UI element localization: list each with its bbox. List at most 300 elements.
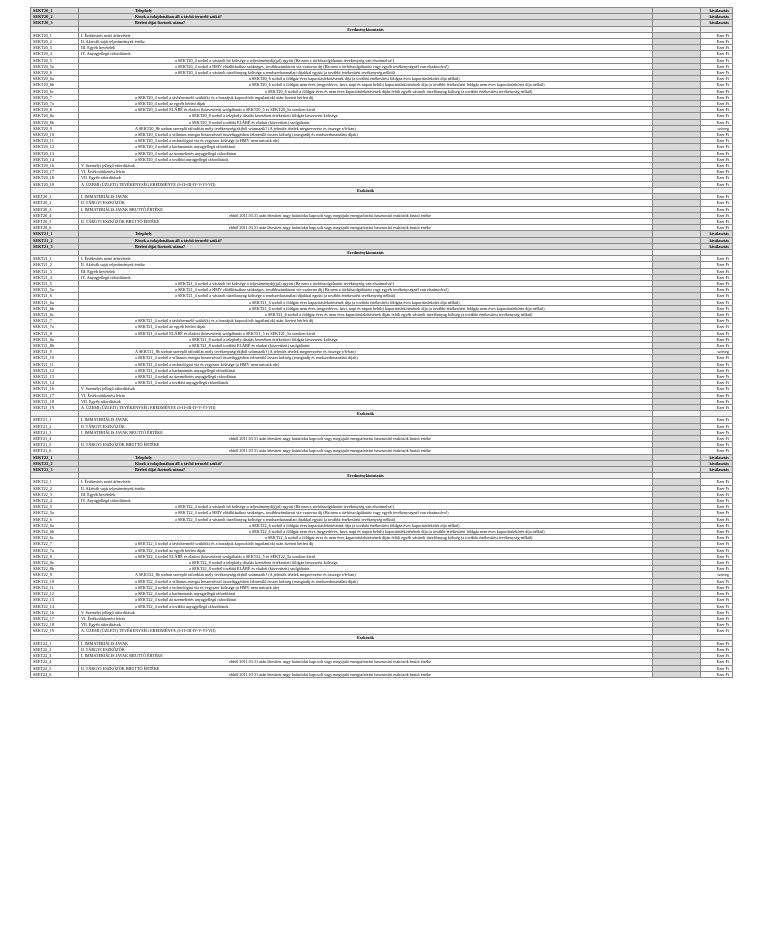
unit-label: Ezer Ft [701, 665, 733, 671]
row-code: SEKT20_8b [31, 119, 79, 125]
unit-label: Ezer Ft [701, 163, 733, 169]
row-label: III. Egyéb bevételek [79, 268, 653, 274]
row-code: SEKT22_2 [31, 485, 79, 491]
unit-label: Ezer Ft [701, 169, 733, 175]
row-label: A SEKT22_8b sorban szereplő ráfordítás mely tevékenység(ek)ből származik? (A jelentős tételek megnevezése és összege e/b-ban) [79, 572, 653, 578]
unit-label: Ezer Ft [701, 436, 733, 442]
row-label: a SEKT20_4 sorból a távhőtermelő szükő(k) és a hozzájuk kapcsolódó ingatlan(ok) után fizetett bérleti díj [79, 94, 653, 100]
row-label: V. Személyi jellegű ráfordítások [79, 609, 653, 615]
row-label: ebből 2011.03.31 után létesített nagy hatásfokú kapcsolt vagy megújuló energiaforrást hasznosító eszközök bruttó értéke [79, 436, 653, 442]
unit-label: Ezer Ft [701, 522, 733, 528]
unit-label: Ezer Ft [701, 311, 733, 317]
row-code: SEKT20_3 [31, 45, 79, 51]
row-label: II. Aktivált saját teljesítmények értéke [79, 485, 653, 491]
unit-label: Ezer Ft [701, 132, 733, 138]
row-code: SEKT20_9 [31, 125, 79, 131]
row-label: II. TÁRGYI ESZKÖZÖK [79, 646, 653, 652]
unit-label: Ezer Ft [701, 299, 733, 305]
row-label: A SEKT20_8b sorban szereplő ráfordítás mely tevékenység(ek)ből származik? (A jelentős tételek megnevezése és összege e/b-ban) [79, 125, 653, 131]
row-label: Eszközök [79, 634, 653, 640]
row-label: a SEKT22_6 sorból a földgáz éves kapacitáslekötésének díja (a további értékesítési földgáz éves kapacitáslekötés díja nélkül) [79, 522, 653, 528]
row-code: SEKT21_13 [31, 373, 79, 379]
unit-label: Ezer Ft [701, 398, 733, 404]
row-label: a SEKT22_8 sorból további ELÁBÉ és eladott (közvetített) szolgáltatás [79, 566, 653, 572]
unit-label: Ezer Ft [701, 628, 733, 634]
unit-label: Ezer Ft [701, 367, 733, 373]
row-label: a SEKT21_6 sorból a földgáz éves kapacitáslekötésének díja (a további értékesítési földgáz éves kapacitáslekötés díja nélkül) [79, 299, 653, 305]
row-label: II. TÁRGYI ESZKÖZÖK [79, 423, 653, 429]
row-code: SEET21_1 [31, 417, 79, 423]
unit-label: kiválasztás [701, 467, 733, 473]
row-code: SEKT22_8b [31, 566, 79, 572]
row-label: a SEKT21_4 sorból a HMV előállításához szükséges, továbbszámlázott víz-csatorna díj (Ha nem a távhőszolgáltatási vagy egyéb tevékenységnél van elszámolva!) [79, 287, 653, 293]
row-label: ebből 2011.03.31 után létesített nagy hatásfokú kapcsolt vagy megújuló energiaforrást hasznosító eszközök bruttó értéke [79, 448, 653, 454]
row-label: a SEKT22_4 sorból az egyéb bérleti díjak [79, 547, 653, 553]
row-label: ebből 2011.03.31 után létesített nagy hatásfokú kapcsolt vagy megújuló energiaforrást hasznosító eszközök bruttó értéke [79, 659, 653, 665]
unit-label: Ezer Ft [701, 262, 733, 268]
unit-label: Ezer Ft [701, 448, 733, 454]
row-code: SEKT20_12 [31, 144, 79, 150]
row-code: SEKT22_4 [31, 498, 79, 504]
row-label: a SEKT22_4 sorból a vásárolt hő költsége a teljesítménydíj(jal) együtt (Ha nem a távhőszolgáltatási tevékenység van elszámolva!) [79, 504, 653, 510]
unit-label: Ezer Ft [701, 659, 733, 665]
unit-label: Ezer Ft [701, 318, 733, 324]
row-label: III. Egyéb bevételek [79, 45, 653, 51]
row-code: SEKT22_17 [31, 615, 79, 621]
row-label: a SEKT20_6 sorból a földgáz nem éves (negyedéves, havi, napi és napon belüli) kapacitáslekötésének díja (a további értékesítési földgáz nem éves kapacitáslekötés díja nélkül) [79, 82, 653, 88]
row-code: SEKT21_7 [31, 318, 79, 324]
unit-label: Ezer Ft [701, 113, 733, 119]
unit-label: Ezer Ft [701, 504, 733, 510]
row-label: a SEKT21_6 sorból a földgáz nem éves (negyedéves, havi, napi és napon belüli) kapacitáslekötésének díja (a további értékesítési földgáz nem éves kapacitáslekötés díja nélkül) [79, 305, 653, 311]
row-code: SEKT20_5 [31, 57, 79, 63]
row-label: Bérleti díjat fizetnek utána? [79, 243, 653, 249]
row-code: SEKT22_1 [31, 454, 79, 460]
row-code: SEET22_5 [31, 665, 79, 671]
row-label: VI. Értékcsökkenési leírás [79, 392, 653, 398]
row-label: I. IMMATERIÁLIS JAVAK [79, 194, 653, 200]
row-label: a SEKT21_4 sorból az egyéb bérleti díjak [79, 324, 653, 330]
row-code: SEKT21_11 [31, 361, 79, 367]
row-label: I. IMMATERIÁLIS JAVAK BRUTTÓ ÉRTÉKE [79, 653, 653, 659]
unit-label: Ezer Ft [701, 541, 733, 547]
row-label: a SEKT22_4 sorból az üzemeltetés anyagjellegű ráfordításai [79, 597, 653, 603]
row-code: SEKT22_18 [31, 622, 79, 628]
row-label: a SEKT20_4 sorból a vásárolt tüzelőanyag költsége a rendszerhasználati díjakkal együtt (a további értékesítési tevékenység nélkül) [79, 70, 653, 76]
row-code: SEKT22_6b [31, 529, 79, 535]
row-label: I. IMMATERIÁLIS JAVAK [79, 417, 653, 423]
row-label: I. IMMATERIÁLIS JAVAK BRUTTÓ ÉRTÉKE [79, 206, 653, 212]
row-code: SEKT20_14 [31, 156, 79, 162]
row-label: V. Személyi jellegű ráfordítások [79, 163, 653, 169]
row-code: SEKT21_10 [31, 355, 79, 361]
unit-label: Ezer Ft [701, 560, 733, 566]
row-label: ebből 2011.03.31 után létesített nagy hatásfokú kapcsolt vagy megújuló energiaforrást hasznosító eszközök bruttó értéke [79, 225, 653, 231]
row-code: SEET22_3 [31, 653, 79, 659]
unit-label: Ezer Ft [701, 386, 733, 392]
row-label: ebből 2011.03.31 után létesített nagy hatásfokú kapcsolt vagy megújuló energiaforrást hasznosító eszközök bruttó értéke [79, 671, 653, 677]
row-label: a SEKT21_4 sorból a vásárolt tüzelőanyag költsége a rendszerhasználati díjakkal együtt (a további értékesítési tevékenység nélkül) [79, 293, 653, 299]
row-label: a SEKT20_4 sorból a technológiai víz és vegyszer költsége (a HMV nem tartozik ide) [79, 138, 653, 144]
row-label: II. TÁRGYI ESZKÖZÖK [79, 200, 653, 206]
row-code: SEKT20_8a [31, 113, 79, 119]
row-label: VII. Egyéb ráfordítások [79, 622, 653, 628]
unit-label: Ezer Ft [701, 498, 733, 504]
row-code: SEKT22_8 [31, 553, 79, 559]
unit-label: Ezer Ft [701, 485, 733, 491]
unit-label: Ezer Ft [701, 268, 733, 274]
row-label: Kinek a tulajdonában áll a távhő termelő szükő? [79, 237, 653, 243]
unit-label: Ezer Ft [701, 547, 733, 553]
unit-label: Ezer Ft [701, 479, 733, 485]
unit-label: Ezer Ft [701, 144, 733, 150]
unit-label: Ezer Ft [701, 380, 733, 386]
unit-label: kiválasztás [701, 237, 733, 243]
row-code: SEKT20_18 [31, 175, 79, 181]
unit-label: Ezer Ft [701, 535, 733, 541]
unit-label: Ezer Ft [701, 32, 733, 38]
row-code: SEET22_4 [31, 659, 79, 665]
unit-label: Ezer Ft [701, 156, 733, 162]
unit-label: Ezer Ft [701, 82, 733, 88]
unit-label: Ezer Ft [701, 287, 733, 293]
row-label: a SEKT22_4 sorból a villamos energia beszerzéssel összefüggésben felmerülő összes költség (energiadíj és rendszerhasználati díjak) [79, 578, 653, 584]
row-code: SEKT21_9 [31, 349, 79, 355]
row-label: IV. Anyagjellegű ráfordítások [79, 498, 653, 504]
unit-label: szöveg [701, 349, 733, 355]
row-code: SEKT22_10 [31, 578, 79, 584]
row-label: a SEKT21_4 sorból a távhőtermelő szükő(k) és a hozzájuk kapcsolódó ingatlan(ok) után fizetett bérleti díj [79, 318, 653, 324]
row-code: SEET20_2 [31, 200, 79, 206]
row-label: V. Személyi jellegű ráfordítások [79, 386, 653, 392]
row-label: Telephely [79, 231, 653, 237]
unit-label: Ezer Ft [701, 516, 733, 522]
row-label: a SEKT21_4 sorból a karbantartás anyagjellegű ráfordításai [79, 367, 653, 373]
unit-label: Ezer Ft [701, 107, 733, 113]
row-label: Telephely [79, 454, 653, 460]
row-label: I. IMMATERIÁLIS JAVAK [79, 640, 653, 646]
row-code: SEKT21_1 [31, 231, 79, 237]
row-code: SEKT22_12 [31, 591, 79, 597]
row-code: SEKT20_6 [31, 70, 79, 76]
row-code: SEKT21_5 [31, 280, 79, 286]
row-code: SEKT22_3 [31, 467, 79, 473]
row-label: a SEKT20_8 sorból további ELÁBÉ és eladott (közvetített) szolgáltatás [79, 119, 653, 125]
unit-label: Ezer Ft [701, 181, 733, 187]
unit-label: Ezer Ft [701, 566, 733, 572]
row-code: SEKT21_16 [31, 386, 79, 392]
row-label: A. ÜZEMI (ÜZLETI) TEVÉKENYSÉG EREDMÉNYE (I+II+III-IV-V-VI-VII) [79, 181, 653, 187]
row-label: a SEKT21_4 sorból a további anyagjellegű ráfordítások [79, 380, 653, 386]
row-code: SEKT20_6a [31, 76, 79, 82]
row-code: SEKT20_2 [31, 14, 79, 20]
data-sheet [30, 7, 733, 678]
row-code: SEET20_1 [31, 194, 79, 200]
row-code: SEET21_3 [31, 429, 79, 435]
row-label: Kinek a tulajdonában áll a távhő termelő szükő? [79, 14, 653, 20]
unit-label: Ezer Ft [701, 429, 733, 435]
row-label: Telephely [79, 8, 653, 14]
unit-label: Ezer Ft [701, 70, 733, 76]
row-code: SEKT21_5a [31, 287, 79, 293]
row-label: VI. Értékcsökkenési leírás [79, 615, 653, 621]
row-code: SEKT22_8a [31, 560, 79, 566]
unit-label: Ezer Ft [701, 584, 733, 590]
row-code: SEKT21_12 [31, 367, 79, 373]
row-code: SEKT21_14 [31, 380, 79, 386]
unit-label: Ezer Ft [701, 175, 733, 181]
unit-label: Ezer Ft [701, 622, 733, 628]
row-label: a SEKT21_8 sorból további ELÁBÉ és eladott (közvetített) szolgáltatás [79, 342, 653, 348]
row-label: Bérleti díjat fizetnek utána? [79, 20, 653, 26]
unit-label: Ezer Ft [701, 615, 733, 621]
unit-label: Ezer Ft [701, 57, 733, 63]
row-code: SEKT22_7a [31, 547, 79, 553]
row-label: a SEKT22_8 sorból a telephely díszlás keretében értékesített földgáz beszerzési költsége [79, 560, 653, 566]
unit-label: Ezer Ft [701, 510, 733, 516]
row-label: I. Értékesítés nettó árbevétele [79, 479, 653, 485]
row-label: a SEKT20_4 sorból az üzemeltetés anyagjellegű ráfordításai [79, 150, 653, 156]
unit-label: Ezer Ft [701, 417, 733, 423]
row-code: SEKT21_8b [31, 342, 79, 348]
unit-label: Ezer Ft [701, 212, 733, 218]
row-label: a SEKT22_6 sorból a földgáz nem éves (negyedéves, havi, napi és napon belüli) kapacitáslekötésének díja (a további értékesítési földgáz nem éves kapacitáslekötés díja nélkül) [79, 529, 653, 535]
row-label: a SEKT22_4 sorból a HMV előállításához szükséges, továbbszámlázott víz-csatorna díj (Ha nem a távhőszolgáltatási vagy egyéb tevékenységnél van elszámolva!) [79, 510, 653, 516]
row-label: a SEKT21_6 sorból a földgáz éves és nem éves kapacitáslekötésének díján felüli egyéb vásárolt tüzelőanyag költség (a további értékesítési tevékenység nélkül) [79, 311, 653, 317]
row-label: II. Aktivált saját teljesítmények értéke [79, 39, 653, 45]
unit-label: Ezer Ft [701, 274, 733, 280]
row-label: Eredménykimutatás [79, 473, 653, 479]
row-code: SEET21_2 [31, 423, 79, 429]
row-code: SEKT20_13 [31, 150, 79, 156]
row-label: a SEKT22_4 sorból a technológiai víz és vegyszer költsége (a HMV nem tartozik ide) [79, 584, 653, 590]
row-label: VI. Értékcsökkenési leírás [79, 169, 653, 175]
unit-label: Ezer Ft [701, 423, 733, 429]
row-code: SEET20_6 [31, 225, 79, 231]
row-label: a SEKT22_4 sorból a távhőtermelő szükő(k) és a hozzájuk kapcsolódó ingatlan(ok) után fizetett bérleti díj [79, 541, 653, 547]
unit-label: Ezer Ft [701, 597, 733, 603]
unit-label: Ezer Ft [701, 76, 733, 82]
row-code: SEKT20_6c [31, 88, 79, 94]
row-label: II. TÁRGYI ESZKÖZÖK BRUTTÓ ÉRTÉKE [79, 442, 653, 448]
row-label: Eredménykimutatás [79, 249, 653, 255]
row-code: SEKT21_8a [31, 336, 79, 342]
row-label: a SEKT21_4 sorból ELÁBÉ és eladott (közvetített) szolgáltatás a SEKT21_5 és SEKT21_5a sorokon kívül [79, 330, 653, 336]
row-code: SEKT22_16 [31, 609, 79, 615]
row-code: SEKT21_19 [31, 405, 79, 411]
row-code: SEKT20_1 [31, 32, 79, 38]
row-code: SEKT22_2 [31, 460, 79, 466]
unit-label: Ezer Ft [701, 88, 733, 94]
row-code: SEKT21_18 [31, 398, 79, 404]
row-code: SEKT22_7 [31, 541, 79, 547]
row-code: SEKT21_3 [31, 243, 79, 249]
unit-label: Ezer Ft [701, 206, 733, 212]
row-label: a SEKT20_4 sorból ELÁBÉ és eladott (közvetített) szolgáltatás a SEKT20_5 és SEKT20_5a sorokon kívül [79, 107, 653, 113]
row-code: SEET21_6 [31, 448, 79, 454]
row-label: I. Értékesítés nettó árbevétele [79, 256, 653, 262]
unit-label: Ezer Ft [701, 342, 733, 348]
row-code: SEKT22_1 [31, 479, 79, 485]
row-label: II. TÁRGYI ESZKÖZÖK BRUTTÓ ÉRTÉKE [79, 665, 653, 671]
row-code: SEKT20_3 [31, 20, 79, 26]
unit-label: Ezer Ft [701, 138, 733, 144]
unit-label: Ezer Ft [701, 200, 733, 206]
row-label: a SEKT22_4 sorból a további anyagjellegű ráfordítások [79, 603, 653, 609]
unit-label: Ezer Ft [701, 330, 733, 336]
unit-label: Ezer Ft [701, 280, 733, 286]
row-code: SEKT20_10 [31, 132, 79, 138]
row-label: I. Értékesítés nettó árbevétele [79, 32, 653, 38]
unit-label: Ezer Ft [701, 293, 733, 299]
row-code: SEKT21_2 [31, 237, 79, 243]
unit-label: Ezer Ft [701, 373, 733, 379]
unit-label: Ezer Ft [701, 225, 733, 231]
row-code: SEKT20_5a [31, 63, 79, 69]
unit-label: szöveg [701, 125, 733, 131]
row-code: SEKT20_7 [31, 94, 79, 100]
row-label: Eredménykimutatás [79, 26, 653, 32]
row-code: SEKT22_19 [31, 628, 79, 634]
row-label: II. TÁRGYI ESZKÖZÖK BRUTTÓ ÉRTÉKE [79, 218, 653, 224]
unit-label: Ezer Ft [701, 218, 733, 224]
row-code: SEKT21_6c [31, 311, 79, 317]
row-code: SEKT22_6c [31, 535, 79, 541]
row-label: a SEKT21_4 sorból a technológiai víz és vegyszer költsége (a HMV nem tartozik ide) [79, 361, 653, 367]
row-label: a SEKT22_4 sorból a karbantartás anyagjellegű ráfordításai [79, 591, 653, 597]
row-label: Kinek a tulajdonában áll a távhő termelő szükő? [79, 460, 653, 466]
row-label: a SEKT21_4 sorból az üzemeltetés anyagjellegű ráfordításai [79, 373, 653, 379]
row-code: SEKT22_5 [31, 504, 79, 510]
row-code: SEKT21_4 [31, 274, 79, 280]
row-label: IV. Anyagjellegű ráfordítások [79, 51, 653, 57]
row-code: SEKT22_6a [31, 522, 79, 528]
unit-label: Ezer Ft [701, 305, 733, 311]
row-code: SEKT20_4 [31, 51, 79, 57]
unit-label: Ezer Ft [701, 39, 733, 45]
unit-label: szöveg [701, 572, 733, 578]
row-code: SEKT21_6 [31, 293, 79, 299]
row-label: a SEKT20_4 sorból a karbantartás anyagjellegű ráfordításai [79, 144, 653, 150]
unit-label: Ezer Ft [701, 194, 733, 200]
unit-label: kiválasztás [701, 20, 733, 26]
unit-label: Ezer Ft [701, 603, 733, 609]
unit-label: Ezer Ft [701, 361, 733, 367]
unit-label: Ezer Ft [701, 355, 733, 361]
row-label: Eszközök [79, 411, 653, 417]
row-code: SEKT21_1 [31, 256, 79, 262]
row-code: SEET22_2 [31, 646, 79, 652]
row-code: SEKT20_8 [31, 107, 79, 113]
row-label: a SEKT20_4 sorból a további anyagjellegű ráfordítások [79, 156, 653, 162]
row-code: SEKT20_1 [31, 8, 79, 14]
row-label: a SEKT20_6 sorból a földgáz éves és nem éves kapacitáslekötésének díján felüli egyéb vásárolt tüzelőanyag költség (a további értékesítési tevékenység nélkül) [79, 88, 653, 94]
row-code: SEKT21_6a [31, 299, 79, 305]
row-label: VII. Egyéb ráfordítások [79, 398, 653, 404]
row-code: SEKT20_11 [31, 138, 79, 144]
unit-label: Ezer Ft [701, 640, 733, 646]
row-label: a SEKT21_8 sorból a telephely díszlás keretében értékesített földgáz beszerzési költsége [79, 336, 653, 342]
row-label: a SEKT21_4 sorból a villamos energia beszerzéssel összefüggésben felmerülő összes költség (energiadíj és rendszerhasználati díjak) [79, 355, 653, 361]
row-label: ebből 2011.03.31 után létesített nagy hatásfokú kapcsolt vagy megújuló energiaforrást hasznosító eszközök bruttó értéke [79, 212, 653, 218]
row-label: Bérleti díjat fizetnek utána? [79, 467, 653, 473]
row-label: I. IMMATERIÁLIS JAVAK BRUTTÓ ÉRTÉKE [79, 429, 653, 435]
row-label: VII. Egyéb ráfordítások [79, 175, 653, 181]
value-input[interactable] [653, 671, 701, 677]
row-label: A. ÜZEMI (ÜZLETI) TEVÉKENYSÉG EREDMÉNYE (I+II+III-IV-V-VI-VII) [79, 405, 653, 411]
row-code: SEKT21_7a [31, 324, 79, 330]
row-code: SEKT22_13 [31, 597, 79, 603]
row-code: SEKT21_6b [31, 305, 79, 311]
row-code: SEKT21_2 [31, 262, 79, 268]
row-code: SEKT20_6b [31, 82, 79, 88]
row-code: SEET21_5 [31, 442, 79, 448]
unit-label: Ezer Ft [701, 256, 733, 262]
row-code: SEKT20_17 [31, 169, 79, 175]
unit-label: Ezer Ft [701, 529, 733, 535]
unit-label: kiválasztás [701, 8, 733, 14]
row-label: a SEKT20_4 sorból az egyéb bérleti díjak [79, 101, 653, 107]
row-label: II. Aktivált saját teljesítmények értéke [79, 262, 653, 268]
unit-label: Ezer Ft [701, 51, 733, 57]
row-label: a SEKT20_8 sorból a telephely díszlás keretében értékesített földgáz beszerzési költsége [79, 113, 653, 119]
row-label: a SEKT22_6 sorból a földgáz éves és nem éves kapacitáslekötésének díján felüli egyéb vásárolt tüzelőanyag költség (a további értékesítési tevékenység nélkül) [79, 535, 653, 541]
row-label: Eszközök [79, 187, 653, 193]
row-label: A. ÜZEMI (ÜZLETI) TEVÉKENYSÉG EREDMÉNYE (I+II+III-IV-V-VI-VII) [79, 628, 653, 634]
row-label: A SEKT21_8b sorban szereplő ráfordítás mely tevékenység(ek)ből származik? (A jelentős tételek megnevezése és összege e/b-ban) [79, 349, 653, 355]
unit-label: Ezer Ft [701, 671, 733, 677]
row-label: a SEKT21_4 sorból a vásárolt hő költsége a teljesítménydíj(jal) együtt (Ha nem a távhőszolgáltatási tevékenység van elszámolva!) [79, 280, 653, 286]
row-code: SEET20_5 [31, 218, 79, 224]
row-label: IV. Anyagjellegű ráfordítások [79, 274, 653, 280]
row-code: SEET20_4 [31, 212, 79, 218]
row-code: SEKT22_14 [31, 603, 79, 609]
unit-label: Ezer Ft [701, 94, 733, 100]
row-code: SEET22_6 [31, 671, 79, 677]
unit-label: kiválasztás [701, 231, 733, 237]
row-label: III. Egyéb bevételek [79, 491, 653, 497]
row-code: SEKT20_2 [31, 39, 79, 45]
unit-label: Ezer Ft [701, 553, 733, 559]
unit-label: Ezer Ft [701, 405, 733, 411]
unit-label: Ezer Ft [701, 336, 733, 342]
row-label: a SEKT20_4 sorból a villamos energia beszerzéssel összefüggésben felmerülő összes költség (energiadíj és rendszerhasználati díjak) [79, 132, 653, 138]
unit-label: Ezer Ft [701, 63, 733, 69]
row-code: SEET22_1 [31, 640, 79, 646]
unit-label: Ezer Ft [701, 150, 733, 156]
row-code: SEKT20_19 [31, 181, 79, 187]
row-code: SEET20_3 [31, 206, 79, 212]
row-label: a SEKT22_4 sorból ELÁBÉ és eladott (közvetített) szolgáltatás a SEKT22_5 és SEKT22_5a sorokon kívül [79, 553, 653, 559]
unit-label: Ezer Ft [701, 45, 733, 51]
unit-label: Ezer Ft [701, 578, 733, 584]
unit-label: Ezer Ft [701, 442, 733, 448]
row-code: SEKT22_9 [31, 572, 79, 578]
unit-label: Ezer Ft [701, 609, 733, 615]
unit-label: Ezer Ft [701, 392, 733, 398]
unit-label: kiválasztás [701, 14, 733, 20]
row-code: SEET21_4 [31, 436, 79, 442]
sheet-body [31, 8, 733, 678]
row-code: SEKT21_3 [31, 268, 79, 274]
unit-label: Ezer Ft [701, 653, 733, 659]
row-code: SEKT21_8 [31, 330, 79, 336]
row-code: SEKT22_6 [31, 516, 79, 522]
unit-label: kiválasztás [701, 454, 733, 460]
unit-label: Ezer Ft [701, 101, 733, 107]
row-code: SEKT21_17 [31, 392, 79, 398]
unit-label: Ezer Ft [701, 591, 733, 597]
